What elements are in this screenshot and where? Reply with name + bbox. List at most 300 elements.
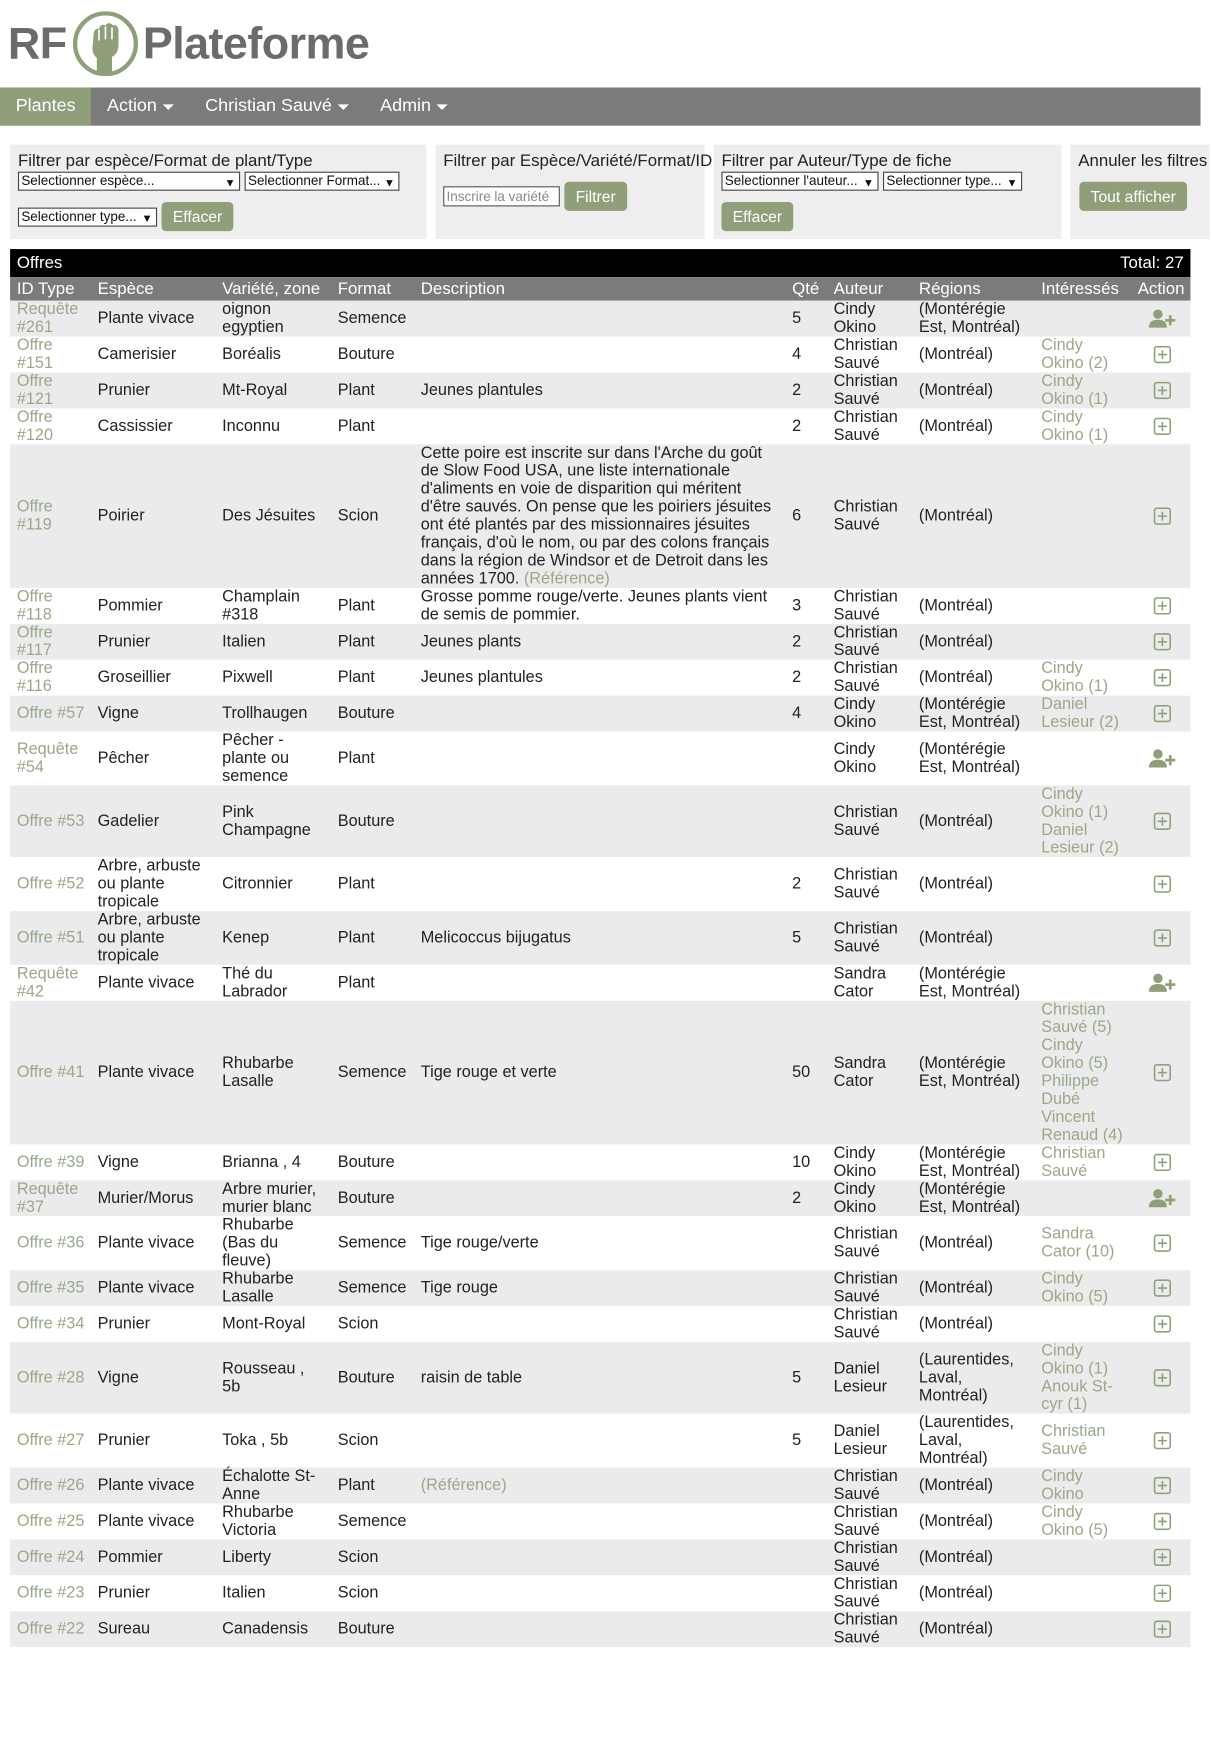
row-espece: Plante vivace — [97, 1512, 195, 1531]
header-auteur: Auteur — [833, 279, 884, 299]
row-auteur: Christian Sauvé — [833, 659, 898, 696]
row-description — [414, 669, 785, 687]
row-qte: 2 — [792, 417, 802, 436]
caret-down-icon — [337, 104, 348, 110]
format-select[interactable]: Selectionner Format... ▼ — [245, 172, 400, 191]
row-auteur: Christian Sauvé — [833, 920, 898, 956]
table-row — [10, 1611, 1190, 1647]
table-row — [10, 1306, 1190, 1342]
row-format: Bouture — [337, 812, 395, 831]
row-regions: (Montérégie Est, Montréal) — [918, 1180, 1021, 1217]
row-id-link[interactable]: Offre #151 — [16, 336, 54, 373]
row-variete: Échalotte St-Anne — [222, 1467, 316, 1504]
row-espece: Murier/Morus — [97, 1189, 194, 1208]
row-description — [414, 444, 785, 588]
row-interesses[interactable]: Cindy Okino (1) — [1041, 408, 1109, 445]
row-id-link[interactable]: Offre #117 — [16, 623, 53, 660]
row-id-link[interactable]: Offre #57 — [16, 704, 85, 723]
row-espece: Prunier — [97, 632, 151, 651]
row-variete: Champlain #318 — [222, 587, 300, 624]
logo-text-rf: RF — [7, 18, 67, 68]
row-auteur: Christian Sauvé — [833, 408, 898, 445]
row-interesses[interactable]: Daniel Lesieur (2) — [1041, 695, 1119, 732]
row-format: Scion — [337, 1314, 379, 1333]
row-espece: Plante vivace — [97, 973, 195, 992]
nav-label: Action — [107, 96, 157, 116]
table-row — [10, 965, 1190, 1001]
add-square-icon[interactable] — [1131, 1315, 1190, 1333]
row-format: Semence — [337, 309, 407, 328]
row-variete: Trollhaugen — [222, 704, 308, 723]
row-interesses[interactable]: Cindy Okino (5) — [1041, 1270, 1109, 1307]
table-row — [10, 1001, 1190, 1145]
add-square-icon[interactable] — [1131, 929, 1190, 947]
row-regions: (Montérégie Est, Montréal) — [918, 695, 1021, 732]
nav-plantes[interactable] — [0, 88, 91, 126]
header-id-type: ID Type — [16, 279, 75, 299]
row-variete: Italien — [222, 1584, 266, 1603]
add-square-icon[interactable] — [1131, 1432, 1190, 1450]
row-auteur: Christian Sauvé — [833, 1270, 898, 1307]
row-id-link[interactable]: Offre #28 — [16, 1368, 85, 1387]
header-qte: Qté — [792, 279, 820, 299]
row-id-link[interactable]: Offre #119 — [16, 498, 53, 535]
filter-search-title: Filtrer par Espèce/Variété/Format/ID — [443, 151, 713, 171]
row-id-link[interactable]: Offre #120 — [16, 408, 54, 445]
chevron-down-icon: ▼ — [141, 212, 153, 225]
row-auteur: Cindy Okino — [833, 1180, 877, 1217]
row-regions: (Montréal) — [918, 381, 994, 400]
chevron-down-icon: ▼ — [383, 177, 395, 190]
row-format: Bouture — [337, 704, 395, 723]
row-id-link[interactable]: Offre #39 — [16, 1153, 85, 1172]
row-regions: (Montréal) — [918, 929, 994, 947]
row-qte: 4 — [792, 345, 802, 364]
add-square-icon[interactable] — [1131, 669, 1190, 687]
row-description — [414, 1234, 785, 1252]
filter-button[interactable]: Filtrer — [564, 182, 627, 211]
chevron-down-icon: ▼ — [862, 177, 875, 190]
description-text: Melicoccus bijugatus — [420, 929, 571, 947]
row-variete: Rhubarbe Lasalle — [222, 1270, 294, 1307]
filter-author-title: Filtrer par Auteur/Type de fiche — [721, 151, 952, 171]
row-espece: Vigne — [97, 1368, 139, 1387]
row-qte: 5 — [792, 929, 802, 947]
row-regions: (Montérégie Est, Montréal) — [918, 740, 1021, 777]
row-regions: (Montérégie Est, Montréal) — [918, 1144, 1021, 1181]
table-row — [10, 1575, 1190, 1611]
row-variete: Rhubarbe Victoria — [222, 1503, 294, 1540]
row-variete: Liberty — [222, 1548, 271, 1567]
nav-label: Christian Sauvé — [205, 96, 332, 116]
row-auteur: Christian Sauvé — [833, 1575, 898, 1612]
description-text: Tige rouge — [420, 1279, 498, 1298]
row-qte: 5 — [792, 1431, 802, 1450]
row-description — [414, 381, 785, 399]
row-auteur: Christian Sauvé — [833, 498, 898, 535]
row-espece: Plante vivace — [97, 309, 195, 328]
row-id-link[interactable]: Offre #34 — [16, 1314, 85, 1333]
row-variete: Arbre murier, murier blanc — [222, 1180, 317, 1217]
row-auteur: Christian Sauvé — [833, 1306, 898, 1342]
row-id-link[interactable]: Offre #118 — [16, 587, 53, 624]
header-interesses: Intéressés — [1041, 279, 1119, 299]
row-auteur: Sandra Cator — [833, 1054, 887, 1091]
description-text: Grosse pomme rouge/verte. Jeunes plants vient de semis de pommier. — [420, 587, 768, 624]
row-qte: 5 — [792, 309, 802, 328]
type-select[interactable]: Selectionner type... ▼ — [18, 207, 157, 226]
row-id-link[interactable]: Offre #22 — [16, 1620, 85, 1639]
row-variete: Boréalis — [222, 345, 281, 364]
table-body — [10, 301, 1190, 1647]
row-regions: (Montréal) — [918, 875, 994, 894]
row-regions: (Montérégie Est, Montréal) — [918, 964, 1021, 1001]
description-text: raisin de table — [420, 1368, 523, 1387]
table-row — [10, 1503, 1190, 1539]
row-format: Plant — [337, 973, 375, 992]
add-square-icon[interactable] — [1131, 346, 1190, 364]
table-row — [10, 696, 1190, 732]
site-header — [0, 0, 1212, 88]
row-regions: (Montréal) — [918, 345, 994, 364]
nav-user-menu[interactable] — [189, 88, 364, 126]
caret-down-icon — [437, 104, 448, 110]
table-row — [10, 1270, 1190, 1306]
row-regions: (Laurentides, Laval, Montréal) — [918, 1350, 1014, 1405]
add-square-icon[interactable] — [1131, 633, 1190, 651]
add-square-icon[interactable] — [1131, 1234, 1190, 1252]
row-id-link[interactable]: Requête #42 — [16, 964, 79, 1001]
row-auteur: Christian Sauvé — [833, 866, 898, 903]
nav-action-menu[interactable] — [91, 88, 189, 126]
table-row — [10, 444, 1190, 588]
header-format: Format — [337, 279, 392, 299]
nav-admin-menu[interactable] — [364, 88, 463, 126]
row-interesses[interactable]: Cindy Okino (2) — [1041, 336, 1109, 373]
row-interesses[interactable]: Cindy Okino — [1041, 1467, 1084, 1504]
row-regions: (Montréal) — [918, 668, 994, 687]
add-square-icon[interactable] — [1131, 1548, 1190, 1566]
add-square-icon[interactable] — [1131, 1512, 1190, 1530]
fiche-type-select[interactable]: Selectionner type... ▼ — [883, 172, 1022, 191]
add-user-icon[interactable] — [1131, 1188, 1190, 1208]
row-description — [414, 588, 785, 624]
row-espece: Pêcher — [97, 749, 150, 768]
row-id-link[interactable]: Offre #53 — [16, 812, 85, 831]
variete-search-input[interactable]: Inscrire la variété — [443, 186, 560, 206]
row-format: Bouture — [337, 1189, 395, 1208]
offers-table — [10, 249, 1190, 1647]
description-text: Cette poire est inscrite sur dans l'Arche du goût de Slow Food USA, une liste internationale d'aliments en voie de disparition qui méritent d'être sauvés. On pense que les poiriers jésuites ont été plantés par des missionnaires jésuites français, d'où le nom, ou par des colons français dans la région de Windsor et de Detroit dans les années 1700. — [420, 444, 772, 588]
add-square-icon[interactable] — [1131, 1153, 1190, 1171]
row-format: Semence — [337, 1234, 407, 1253]
row-espece: Poirier — [97, 507, 145, 526]
row-qte: 2 — [792, 381, 802, 400]
add-square-icon[interactable] — [1131, 507, 1190, 525]
row-format: Bouture — [337, 1620, 395, 1639]
row-espece: Plante vivace — [97, 1476, 195, 1495]
table-title: Offres — [16, 253, 63, 273]
row-variete: Inconnu — [222, 417, 281, 436]
row-regions: (Montréal) — [918, 1512, 994, 1531]
description-text: Tige rouge/verte — [420, 1234, 539, 1253]
row-id-link[interactable]: Offre #116 — [16, 659, 53, 696]
row-variete: Des Jésuites — [222, 507, 316, 526]
row-format: Bouture — [337, 1368, 395, 1387]
row-espece: Camerisier — [97, 345, 177, 364]
row-qte: 50 — [792, 1063, 811, 1082]
row-format: Scion — [337, 1584, 379, 1603]
add-square-icon[interactable] — [1131, 597, 1190, 615]
add-user-icon[interactable] — [1131, 309, 1190, 329]
row-variete: Rousseau , 5b — [222, 1359, 305, 1396]
row-qte: 2 — [792, 875, 802, 894]
show-all-button[interactable]: Tout afficher — [1079, 182, 1187, 211]
filter-search-panel — [435, 145, 713, 239]
table-row — [10, 373, 1190, 409]
header-variete: Variété, zone — [222, 279, 321, 299]
add-square-icon[interactable] — [1131, 417, 1190, 435]
add-square-icon[interactable] — [1131, 1477, 1190, 1495]
row-auteur: Christian Sauvé — [833, 1539, 898, 1576]
add-user-icon[interactable] — [1131, 748, 1190, 768]
description-text: Tige rouge et verte — [420, 1063, 557, 1082]
row-interesses[interactable]: Cindy Okino (1) Anouk St-cyr (1) — [1041, 1341, 1113, 1414]
row-format: Semence — [337, 1512, 407, 1531]
row-interesses[interactable]: Christian Sauvé (5) Cindy Okino (5) Philippe Dubé Vincent Renaud (4) — [1041, 1000, 1123, 1145]
row-format: Plant — [337, 1476, 375, 1495]
add-user-icon[interactable] — [1131, 973, 1190, 993]
table-row — [10, 660, 1190, 696]
table-row — [10, 1144, 1190, 1180]
table-row — [10, 408, 1190, 444]
row-espece: Pommier — [97, 596, 163, 615]
row-format: Scion — [337, 1548, 379, 1567]
row-regions: (Montérégie Est, Montréal) — [918, 1054, 1021, 1091]
row-interesses[interactable]: Christian Sauvé — [1041, 1144, 1106, 1181]
row-auteur: Christian Sauvé — [833, 1503, 898, 1540]
add-square-icon[interactable] — [1131, 1369, 1190, 1387]
header-regions: Régions — [918, 279, 981, 299]
row-espece: Prunier — [97, 1431, 151, 1450]
row-format: Bouture — [337, 345, 395, 364]
row-qte: 2 — [792, 632, 802, 651]
row-id-link[interactable]: Offre #23 — [16, 1584, 85, 1603]
row-qte: 4 — [792, 704, 802, 723]
header-description: Description — [420, 279, 505, 299]
table-row — [10, 1539, 1190, 1575]
row-interesses[interactable]: Christian Sauvé — [1041, 1422, 1106, 1459]
row-regions: (Montréal) — [918, 1548, 994, 1567]
header-action: Action — [1137, 279, 1185, 299]
table-row — [10, 911, 1190, 965]
row-regions: (Montréal) — [918, 417, 994, 436]
row-regions: (Montréal) — [918, 1234, 994, 1253]
row-variete: oignon egyptien — [222, 300, 284, 337]
table-row — [10, 1216, 1190, 1270]
row-regions: (Montérégie Est, Montréal) — [918, 300, 1021, 337]
row-variete: Citronnier — [222, 875, 293, 894]
row-format: Plant — [337, 381, 375, 400]
row-regions: (Montréal) — [918, 507, 994, 526]
chevron-down-icon: ▼ — [1006, 177, 1018, 190]
table-titlebar — [10, 249, 1190, 277]
row-espece: Vigne — [97, 704, 139, 723]
row-id-link[interactable]: Offre #24 — [16, 1548, 85, 1567]
row-id-link[interactable]: Offre #52 — [16, 875, 85, 894]
row-format: Semence — [337, 1279, 407, 1298]
row-auteur: Christian Sauvé — [833, 1611, 898, 1648]
reference-link[interactable]: (Référence) — [523, 569, 610, 588]
row-regions: (Montréal) — [918, 632, 994, 651]
row-qte: 2 — [792, 668, 802, 687]
table-row — [10, 732, 1190, 786]
row-id-link[interactable]: Offre #41 — [16, 1063, 85, 1082]
row-espece: Arbre, arbuste ou plante tropicale — [97, 857, 201, 912]
row-id-link[interactable]: Offre #25 — [16, 1512, 85, 1531]
table-row — [10, 301, 1190, 337]
row-description — [414, 633, 785, 651]
filter-author-panel — [714, 145, 1062, 239]
caret-down-icon — [163, 104, 174, 110]
row-interesses[interactable]: Cindy Okino (5) — [1041, 1503, 1109, 1540]
description-text: Jeunes plantules — [420, 668, 543, 687]
table-total: Total: 27 — [1120, 253, 1184, 273]
row-espece: Plante vivace — [97, 1063, 195, 1082]
row-variete: Italien — [222, 632, 266, 651]
row-regions: (Montréal) — [918, 1476, 994, 1495]
row-espece: Prunier — [97, 1584, 151, 1603]
row-description — [414, 1279, 785, 1297]
filter-reset-title: Annuler les filtres — [1078, 151, 1208, 171]
row-description — [414, 1064, 785, 1082]
row-espece: Pommier — [97, 1548, 163, 1567]
row-regions: (Montréal) — [918, 1279, 994, 1298]
row-auteur: Sandra Cator — [833, 964, 887, 1001]
row-auteur: Cindy Okino — [833, 1144, 877, 1181]
table-row — [10, 857, 1190, 911]
row-variete: Thé du Labrador — [222, 964, 288, 1001]
row-format: Plant — [337, 632, 375, 651]
row-id-link[interactable]: Requête #54 — [16, 740, 79, 777]
main-navbar — [0, 88, 1201, 126]
nav-label: Plantes — [15, 96, 76, 116]
row-espece: Vigne — [97, 1153, 139, 1172]
row-description — [414, 1477, 785, 1495]
row-format: Plant — [337, 417, 375, 436]
description-text: Jeunes plantules — [420, 381, 543, 400]
row-description — [414, 1369, 785, 1387]
row-id-link[interactable]: Offre #27 — [16, 1431, 85, 1450]
table-row — [10, 624, 1190, 660]
add-square-icon[interactable] — [1131, 1064, 1190, 1082]
add-square-icon[interactable] — [1131, 812, 1190, 830]
row-id-link[interactable]: Offre #35 — [16, 1279, 85, 1298]
row-variete: Pixwell — [222, 668, 273, 687]
row-espece: Sureau — [97, 1620, 151, 1639]
row-format: Semence — [337, 1063, 407, 1082]
table-row — [10, 1414, 1190, 1468]
filters-bar — [10, 145, 1212, 239]
row-variete: Mt-Royal — [222, 381, 288, 400]
add-square-icon[interactable] — [1131, 1620, 1190, 1638]
row-espece: Gadelier — [97, 812, 160, 831]
table-row — [10, 1180, 1190, 1216]
row-interesses[interactable]: Cindy Okino (1) — [1041, 659, 1109, 696]
row-espece: Plante vivace — [97, 1279, 195, 1298]
row-variete: Pink Champagne — [222, 803, 311, 840]
row-interesses[interactable]: Sandra Cator (10) — [1041, 1225, 1115, 1262]
row-format: Plant — [337, 875, 375, 894]
chevron-down-icon: ▼ — [224, 177, 236, 190]
reference-link[interactable]: (Référence) — [420, 1476, 507, 1495]
row-variete: Rhubarbe (Bas du fleuve) — [222, 1216, 294, 1271]
row-description — [414, 929, 785, 947]
row-espece: Plante vivace — [97, 1234, 195, 1253]
row-qte: 2 — [792, 1189, 802, 1208]
row-regions: (Montréal) — [918, 596, 994, 615]
espece-select[interactable]: Selectionner espèce... ▼ — [18, 172, 240, 191]
row-id-link[interactable]: Offre #26 — [16, 1476, 85, 1495]
auteur-select[interactable]: Selectionner l'auteur... ▼ — [721, 172, 878, 191]
row-auteur: Christian Sauvé — [833, 587, 898, 624]
row-regions: (Montréal) — [918, 1314, 994, 1333]
add-square-icon[interactable] — [1131, 381, 1190, 399]
row-interesses[interactable]: Cindy Okino (1) Daniel Lesieur (2) — [1041, 785, 1119, 858]
add-square-icon[interactable] — [1131, 875, 1190, 893]
clear-author-filter-button[interactable]: Effacer — [721, 202, 793, 231]
row-auteur: Christian Sauvé — [833, 1225, 898, 1262]
row-auteur: Daniel Lesieur — [833, 1359, 888, 1396]
row-interesses[interactable]: Cindy Okino (1) — [1041, 372, 1109, 409]
row-auteur: Cindy Okino — [833, 300, 877, 337]
row-auteur: Christian Sauvé — [833, 336, 898, 373]
filter-reset-panel — [1070, 145, 1209, 239]
row-auteur: Christian Sauvé — [833, 623, 898, 660]
row-id-link[interactable]: Requête #261 — [16, 300, 79, 337]
row-espece: Cassissier — [97, 417, 173, 436]
row-id-link[interactable]: Offre #121 — [16, 372, 54, 409]
row-format: Plant — [337, 749, 375, 768]
row-qte: 10 — [792, 1153, 811, 1172]
row-auteur: Christian Sauvé — [833, 803, 898, 840]
row-format: Plant — [337, 596, 375, 615]
row-variete: Canadensis — [222, 1620, 309, 1639]
clear-species-filter-button[interactable]: Effacer — [162, 202, 234, 231]
row-format: Plant — [337, 668, 375, 687]
row-variete: Rhubarbe Lasalle — [222, 1054, 294, 1091]
add-square-icon[interactable] — [1131, 1279, 1190, 1297]
row-qte: 6 — [792, 507, 802, 526]
row-variete: Mont-Royal — [222, 1314, 306, 1333]
add-square-icon[interactable] — [1131, 1584, 1190, 1602]
logo-text-plateforme: Plateforme — [142, 18, 370, 68]
row-id-link[interactable]: Requête #37 — [16, 1180, 79, 1217]
row-auteur: Christian Sauvé — [833, 372, 898, 409]
table-row — [10, 1342, 1190, 1414]
row-regions: (Montréal) — [918, 812, 994, 831]
fist-logo-icon — [73, 11, 138, 76]
row-regions: (Montréal) — [918, 1584, 994, 1603]
row-id-link[interactable]: Offre #36 — [16, 1234, 85, 1253]
row-espece: Prunier — [97, 381, 151, 400]
add-square-icon[interactable] — [1131, 705, 1190, 723]
header-espece: Espèce — [97, 279, 154, 299]
row-variete: Kenep — [222, 929, 270, 947]
site-logo[interactable] — [8, 11, 369, 76]
row-auteur: Cindy Okino — [833, 695, 877, 732]
row-id-link[interactable]: Offre #51 — [16, 929, 85, 947]
